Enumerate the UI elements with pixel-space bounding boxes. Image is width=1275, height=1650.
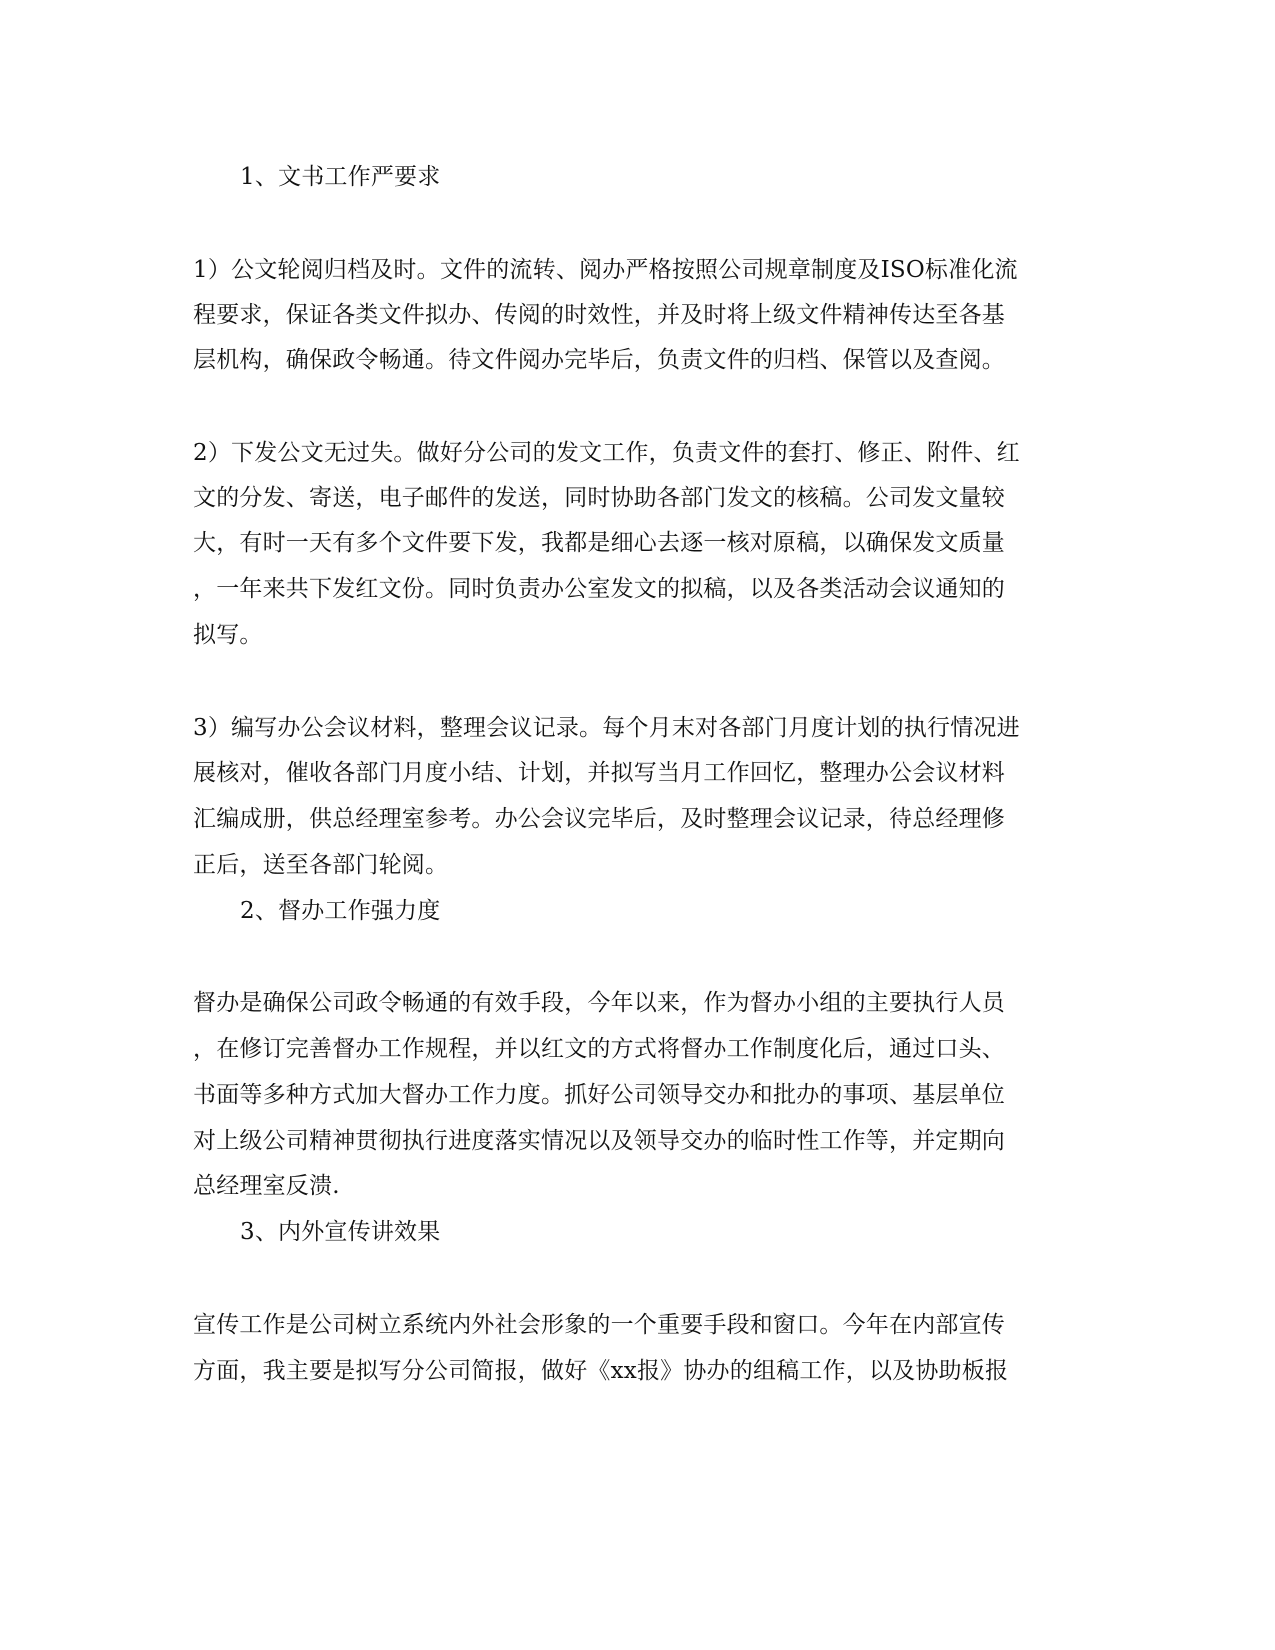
section-1-para-2-line-2: 文的分发、寄送，电子邮件的发送，同时协助各部门发文的核稿。公司发文量较 xyxy=(193,485,1005,511)
section-3-para-1-line-2: 方面，我主要是拟写分公司简报，做好《xx报》协办的组稿工作，以及协助板报 xyxy=(193,1358,1009,1384)
section-1-para-3-line-4: 正后，送至各部门轮阅。 xyxy=(193,852,449,878)
section-1-para-2-line-5: 拟写。 xyxy=(193,622,263,648)
section-1-para-1-line-1: 1）公文轮阅归档及时。文件的流转、阅办严格按照公司规章制度及ISO标准化流 xyxy=(193,257,1018,283)
section-2-para-1-line-4: 对上级公司精神贯彻执行进度落实情况以及领导交办的临时性工作等，并定期向 xyxy=(193,1128,1005,1154)
section-2-para-1-line-1: 督办是确保公司政令畅通的有效手段，今年以来，作为督办小组的主要执行人员 xyxy=(193,990,1005,1016)
section-3-para-1-line-1: 宣传工作是公司树立系统内外社会形象的一个重要手段和窗口。今年在内部宣传 xyxy=(193,1312,1005,1338)
section-1-para-1-line-3: 层机构，确保政令畅通。待文件阅办完毕后，负责文件的归档、保管以及查阅。 xyxy=(193,347,1005,373)
section-1-para-2-line-1: 2）下发公文无过失。做好分公司的发文工作，负责文件的套打、修正、附件、红 xyxy=(193,440,1020,466)
section-1-para-3-line-1: 3）编写办公会议材料，整理会议记录。每个月末对各部门月度计划的执行情况进 xyxy=(193,715,1020,741)
section-1-para-2-line-4: ，一年来共下发红文份。同时负责办公室发文的拟稿，以及各类活动会议通知的 xyxy=(193,576,1005,602)
section-3-heading: 3、内外宣传讲效果 xyxy=(240,1219,441,1245)
section-2-heading: 2、督办工作强力度 xyxy=(240,898,441,924)
section-1-heading: 1、文书工作严要求 xyxy=(240,164,441,190)
section-1-para-1-line-2: 程要求，保证各类文件拟办、传阅的时效性，并及时将上级文件精神传达至各基 xyxy=(193,302,1005,328)
section-2-para-1-line-2: ，在修订完善督办工作规程，并以红文的方式将督办工作制度化后，通过口头、 xyxy=(193,1036,1005,1062)
section-2-para-1-line-5: 总经理室反溃. xyxy=(193,1173,340,1199)
section-1-para-3-line-2: 展核对，催收各部门月度小结、计划，并拟写当月工作回忆，整理办公会议材料 xyxy=(193,760,1005,786)
section-1-para-3-line-3: 汇编成册，供总经理室参考。办公会议完毕后，及时整理会议记录，待总经理修 xyxy=(193,806,1005,832)
section-1-para-2-line-3: 大，有时一天有多个文件要下发，我都是细心去逐一核对原稿，以确保发文质量 xyxy=(193,530,1005,556)
section-2-para-1-line-3: 书面等多种方式加大督办工作力度。抓好公司领导交办和批办的事项、基层单位 xyxy=(193,1082,1005,1108)
